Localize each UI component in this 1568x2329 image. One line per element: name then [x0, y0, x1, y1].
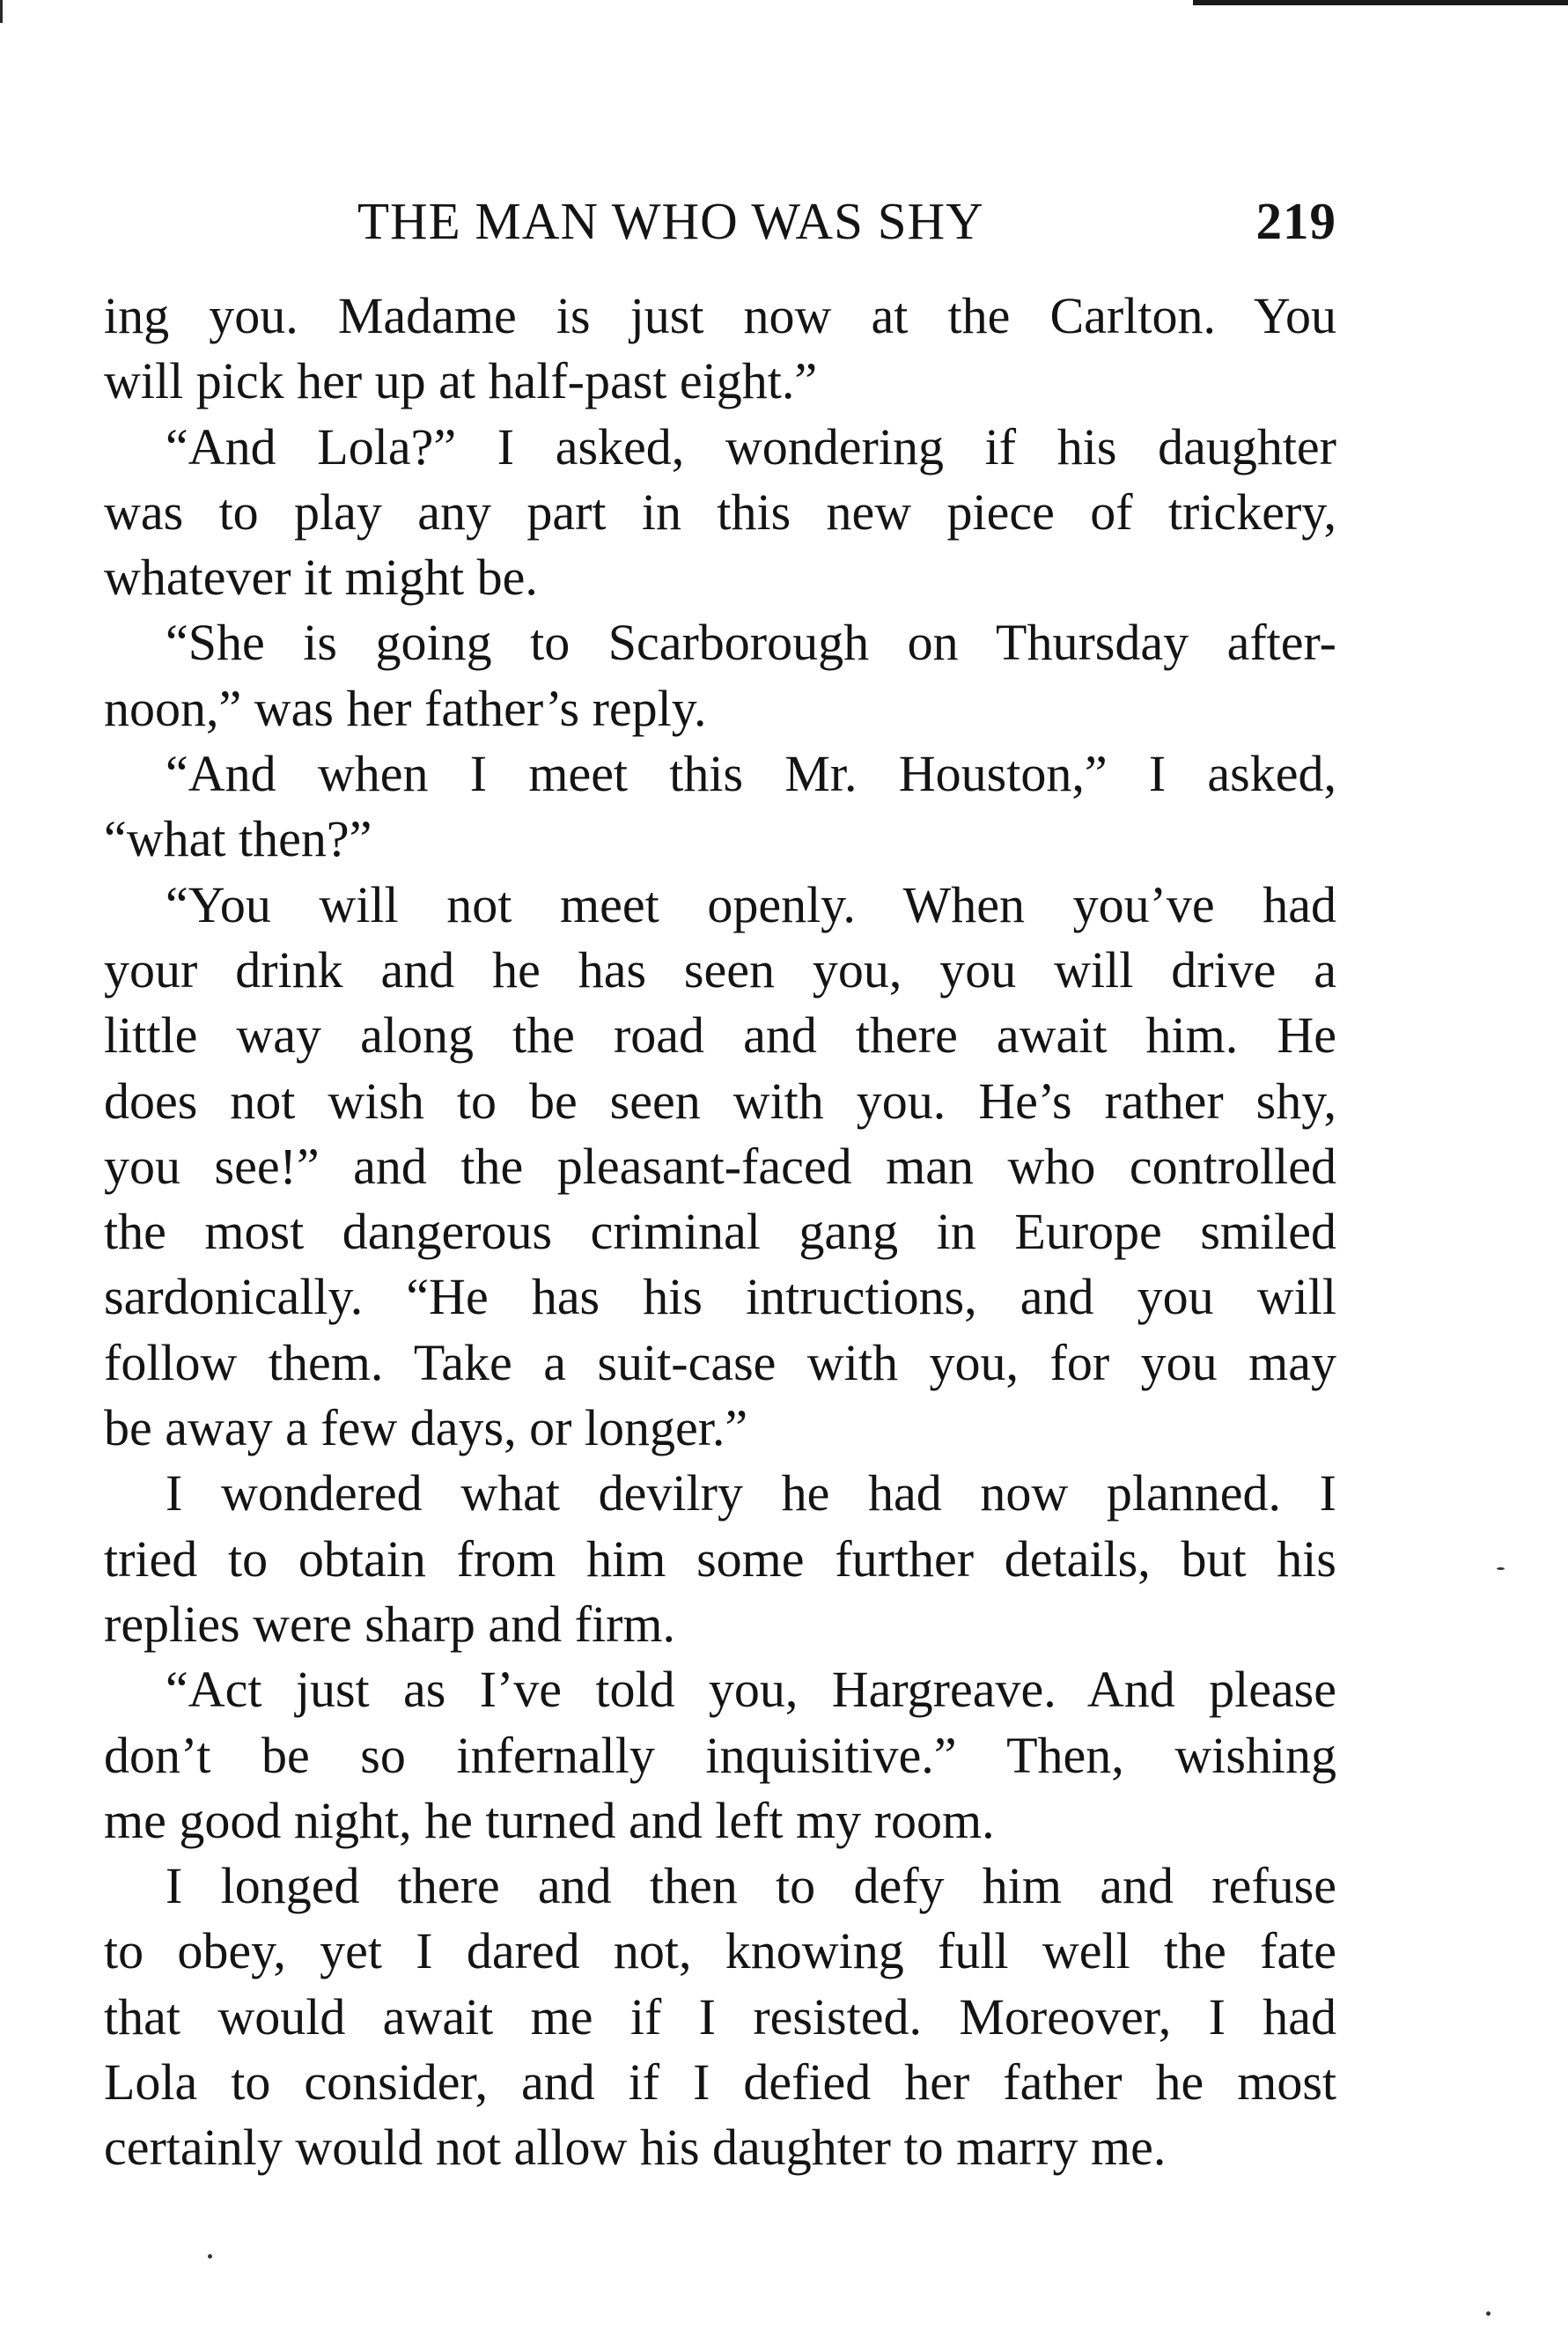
text-line: was to play any part in this new piece of trickery, [104, 483, 1336, 541]
paragraph [104, 1657, 1336, 1854]
paragraph [104, 1854, 1336, 2180]
text-line: “what then?” [104, 810, 372, 868]
text-line: I longed there and then to defy him and refuse [166, 1857, 1336, 1915]
running-header [104, 188, 1336, 254]
text-line: you see!” and the pleasant-faced man who controlled [104, 1137, 1336, 1195]
body-text [104, 284, 1336, 2181]
text-line: sardonically. “He has his intructions, and you will [104, 1268, 1336, 1326]
print-speck [1486, 2311, 1491, 2316]
text-line: will pick her up at half-past eight.” [104, 352, 818, 410]
text-line: to obey, yet I dared not, knowing full well the fate [104, 1922, 1336, 1980]
text-line: certainly would not allow his daughter to marry me. [104, 2119, 1167, 2177]
text-line: “And Lola?” I asked, wondering if his daughter [166, 417, 1336, 475]
page-number: 219 [1255, 192, 1336, 250]
text-line: your drink and he has seen you, you will drive a [104, 940, 1336, 999]
text-line: “She is going to Scarborough on Thursday after- [166, 614, 1336, 672]
text-line: Lola to consider, and if I defied her father he most [104, 2053, 1336, 2112]
text-line: noon,” was her father’s reply. [104, 679, 707, 737]
text-line: whatever it might be. [104, 549, 538, 607]
text-line: “Act just as I’ve told you, Hargreave. And please [166, 1661, 1336, 1719]
text-line: the most dangerous criminal gang in Europe smiled [104, 1203, 1336, 1261]
text-line: “You will not meet openly. When you’ve had [166, 875, 1336, 933]
text-line: does not wish to be seen with you. He’s rather shy, [104, 1072, 1336, 1130]
text-line: “And when I meet this Mr. Houston,” I asked, [166, 745, 1336, 803]
text-line: follow them. Take a suit-case with you, for you may [104, 1333, 1336, 1391]
text-line: be away a few days, or longer.” [104, 1399, 748, 1457]
paragraph [104, 873, 1336, 1462]
paragraph [104, 415, 1336, 611]
running-title: THE MAN WHO WAS SHY [357, 192, 984, 250]
paragraph [104, 610, 1336, 741]
paragraph [104, 284, 1336, 415]
text-line: that would await me if I resisted. Moreover, I had [104, 1987, 1336, 2045]
text-line: me good night, he turned and left my room. [104, 1791, 995, 1849]
print-speck [1497, 1567, 1505, 1570]
paragraph [104, 1461, 1336, 1657]
text-line: ing you. Madame is just now at the Carlton. You [104, 287, 1336, 344]
text-line: little way along the road and there await him. He [104, 1006, 1336, 1065]
text-line: I wondered what devilry he had now planned. I [166, 1464, 1336, 1522]
text-line: tried to obtain from him some further details, but his [104, 1529, 1336, 1588]
print-speck [208, 2254, 212, 2259]
paragraph [104, 741, 1336, 873]
page-edge-mark [0, 0, 3, 23]
text-line: replies were sharp and firm. [104, 1595, 676, 1653]
text-line: don’t be so infernally inquisitive.” Then, wishing [104, 1726, 1336, 1784]
page-edge-rule [1193, 0, 1568, 5]
